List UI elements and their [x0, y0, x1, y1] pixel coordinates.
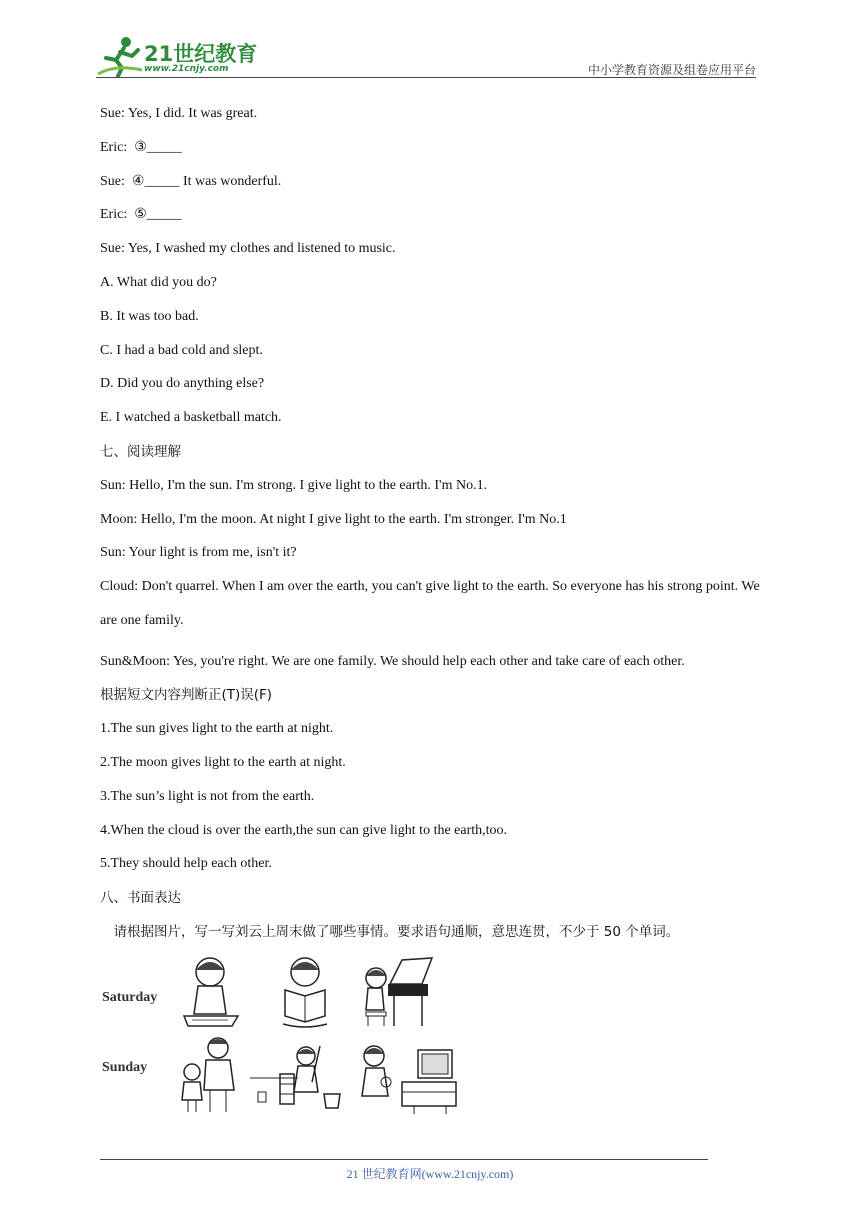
girl-cleaning-room-image [250, 1042, 350, 1114]
girl-doing-homework-image [180, 954, 240, 1030]
statement-2: 2.The moon gives light to the earth at night. [100, 754, 346, 770]
dialog-blank-3: Eric: ③_____ [100, 139, 182, 155]
option-e: E. I watched a basketball match. [100, 410, 282, 426]
dialog-line: Sue: Yes, I washed my clothes and listened to music. [100, 241, 396, 257]
instruction-true-false: 根据短文内容判断正(T)误(F) [100, 687, 273, 704]
statement-3: 3.The sun’s light is not from the earth. [100, 788, 315, 804]
passage-line: Sun: Hello, I'm the sun. I'm strong. I give light to the earth. I'm No.1. [100, 477, 488, 493]
girl-reading-image [275, 954, 335, 1030]
header-platform-text: 中小学教育资源及组卷应用平台 [587, 63, 756, 77]
footer-divider [100, 1159, 708, 1160]
passage-line: Sun&Moon: Yes, you're right. We are one family. We should help each other and take care of each other. [100, 653, 685, 669]
statement-4: 4.When the cloud is over the earth,the sun can give light to the earth,too. [100, 822, 508, 838]
girl-playing-piano-image [362, 954, 436, 1030]
weekend-pictures [100, 950, 460, 1120]
option-a: A. What did you do? [100, 274, 217, 290]
option-d: D. Did you do anything else? [100, 376, 265, 392]
dialog-blank-5: Eric: ⑤_____ [100, 207, 182, 223]
saturday-label: Saturday [102, 990, 158, 1005]
dialog-line: Sue: Yes, I did. It was great. [100, 106, 258, 121]
writing-instruction: 请根据图片，写一写刘云上周末做了哪些事情。要求语句通顺，意思连贯，不少于 50 个单词。 [100, 923, 680, 940]
site-logo [96, 34, 266, 78]
dialog-blank-4: Sue: ④_____ It was wonderful. [100, 173, 282, 189]
family-visit-image [178, 1034, 242, 1114]
statement-1: 1.The sun gives light to the earth at night. [100, 721, 334, 737]
passage-line: Cloud: Don't quarrel. When I am over the earth, you can't give light to the earth. So everyone has his strong point. We are one family. [100, 579, 764, 628]
passage-line: Sun: Your light is from me, isn't it? [100, 545, 297, 561]
sunday-label: Sunday [102, 1060, 148, 1075]
girl-watching-tv-image [358, 1042, 458, 1114]
logo-text: 21世纪教育 [144, 42, 258, 66]
section-heading-reading: 七、阅读理解 [100, 443, 181, 460]
page-header [96, 32, 756, 78]
option-b: B. It was too bad. [100, 308, 199, 324]
header-divider [96, 77, 756, 78]
statement-5: 5.They should help each other. [100, 856, 272, 872]
section-heading-writing: 八、书面表达 [100, 890, 181, 907]
page-footer: 21 世纪教育网(www.21cnjy.com) [346, 1167, 514, 1181]
document-body [100, 104, 764, 956]
passage-line: Moon: Hello, I'm the moon. At night I give light to the earth. I'm stronger. I'm No.1 [100, 511, 567, 527]
runner-logo-icon [96, 34, 144, 78]
logo-url: www.21cnjy.com [144, 64, 229, 74]
option-c: C. I had a bad cold and slept. [100, 342, 263, 358]
